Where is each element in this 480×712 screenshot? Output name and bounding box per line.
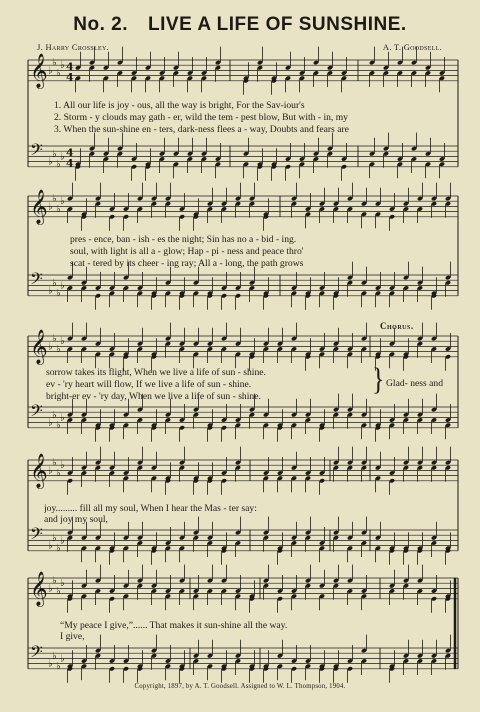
time-signature: 4 — [66, 156, 74, 170]
flat-sign-icon: ♭ — [52, 148, 57, 160]
treble-clef-icon: 𝄞 — [30, 53, 48, 89]
chorus-label: Chorus. — [380, 321, 414, 331]
flat-sign-icon: ♭ — [56, 68, 61, 79]
flat-sign-icon: ♭ — [48, 341, 53, 353]
time-signature: 4 — [66, 146, 74, 160]
treble-clef-icon: 𝄞 — [30, 453, 48, 489]
flat-sign-icon: ♭ — [52, 57, 57, 69]
flat-sign-icon: ♭ — [60, 60, 65, 72]
flat-sign-icon: ♭ — [56, 661, 61, 673]
lyric-line: ev - 'ry heart will flow, If we live a life of sun - shine. — [46, 379, 252, 390]
lyric-line: “My peace I give,”...... That makes it sun-shine all the way. — [60, 620, 288, 631]
lyric-line: sorrow takes its flight, When we live a life of sun - shine. — [46, 367, 266, 378]
bass-clef-icon: 𝄢 — [30, 400, 43, 425]
bass-clef-icon: 𝄢 — [30, 139, 43, 164]
lyric-line: soul, with light is all a - glow; Hap - pi - ness and peace thro' — [70, 246, 304, 257]
lyric-line: joy......... fill all my soul, When I hear the Mas - ter say: — [44, 503, 257, 514]
lyric-line: 2. Storm - y clouds may gath - er, wild the tem - pest blow, But with - in, my — [54, 112, 348, 123]
hymn-number: No. 2. — [73, 14, 129, 35]
flat-sign-icon: ♭ — [52, 575, 57, 587]
flat-sign-icon: ♭ — [56, 420, 61, 432]
lyric-line: I give, — [60, 631, 85, 642]
lyric-line: and joy my soul, — [44, 514, 108, 525]
time-signature: 4 — [66, 70, 74, 84]
chorus-lyric: Glad- ness and — [386, 378, 444, 389]
flat-sign-icon: ♭ — [48, 540, 53, 552]
flat-sign-icon: ♭ — [52, 409, 57, 421]
flat-sign-icon: ♭ — [52, 457, 57, 469]
flat-sign-icon: ♭ — [56, 468, 61, 479]
lyricist-credit: J. Harry Crossley. — [37, 42, 110, 52]
lyric-line: pres - ence, ban - ish - es the night; Sin has no a - bid - ing. — [70, 234, 297, 245]
flat-sign-icon: ♭ — [60, 653, 65, 665]
bass-clef-icon: 𝄢 — [30, 268, 43, 293]
lyric-line: scat - tered by its cheer - ing ray; All a - long, the path grows — [70, 258, 304, 269]
flat-sign-icon: ♭ — [56, 204, 61, 215]
flat-sign-icon: ♭ — [48, 65, 53, 77]
flat-sign-icon: ♭ — [60, 336, 65, 348]
flat-sign-icon: ♭ — [52, 333, 57, 345]
time-signature: 4 — [66, 60, 74, 74]
flat-sign-icon: ♭ — [60, 412, 65, 424]
hymn-title-text: LIVE A LIFE OF SUNSHINE. — [148, 14, 407, 35]
flat-sign-icon: ♭ — [60, 460, 65, 472]
flat-sign-icon: ♭ — [52, 193, 57, 205]
flat-sign-icon: ♭ — [52, 532, 57, 544]
flat-sign-icon: ♭ — [56, 288, 61, 300]
flat-sign-icon: ♭ — [52, 650, 57, 662]
flat-sign-icon: ♭ — [56, 543, 61, 555]
flat-sign-icon: ♭ — [48, 465, 53, 477]
flat-sign-icon: ♭ — [48, 285, 53, 297]
lyric-line: 3. When the sun-shine en - ters, dark-ness flees a - way, Doubts and fears are — [54, 124, 349, 135]
treble-clef-icon: 𝄞 — [30, 189, 48, 225]
lyric-line: 1. All our life is joy - ous, all the way is bright, For the Sav-iour's — [54, 100, 305, 111]
flat-sign-icon: ♭ — [48, 156, 53, 168]
lyric-line: bright-er ev - 'ry day, When we live a life of sun - shine. — [46, 391, 261, 402]
verse-brace: } — [372, 362, 385, 397]
flat-sign-icon: ♭ — [48, 583, 53, 595]
flat-sign-icon: ♭ — [56, 344, 61, 355]
flat-sign-icon: ♭ — [56, 586, 61, 597]
flat-sign-icon: ♭ — [52, 277, 57, 289]
flat-sign-icon: ♭ — [60, 280, 65, 292]
flat-sign-icon: ♭ — [48, 658, 53, 670]
treble-clef-icon: 𝄞 — [30, 329, 48, 365]
flat-sign-icon: ♭ — [56, 159, 61, 171]
flat-sign-icon: ♭ — [48, 417, 53, 429]
flat-sign-icon: ♭ — [48, 201, 53, 213]
treble-clef-icon: 𝄞 — [30, 571, 48, 607]
bass-clef-icon: 𝄢 — [30, 523, 43, 548]
flat-sign-icon: ♭ — [60, 196, 65, 208]
composer-credit: A. T. Goodsell. — [382, 42, 442, 52]
flat-sign-icon: ♭ — [60, 151, 65, 163]
bass-clef-icon: 𝄢 — [30, 641, 43, 666]
copyright-notice: Copyright, 1897, by A. T. Goodsell. Assigned to W. L. Thompson, 1904. — [134, 683, 346, 690]
flat-sign-icon: ♭ — [60, 535, 65, 547]
flat-sign-icon: ♭ — [60, 578, 65, 590]
